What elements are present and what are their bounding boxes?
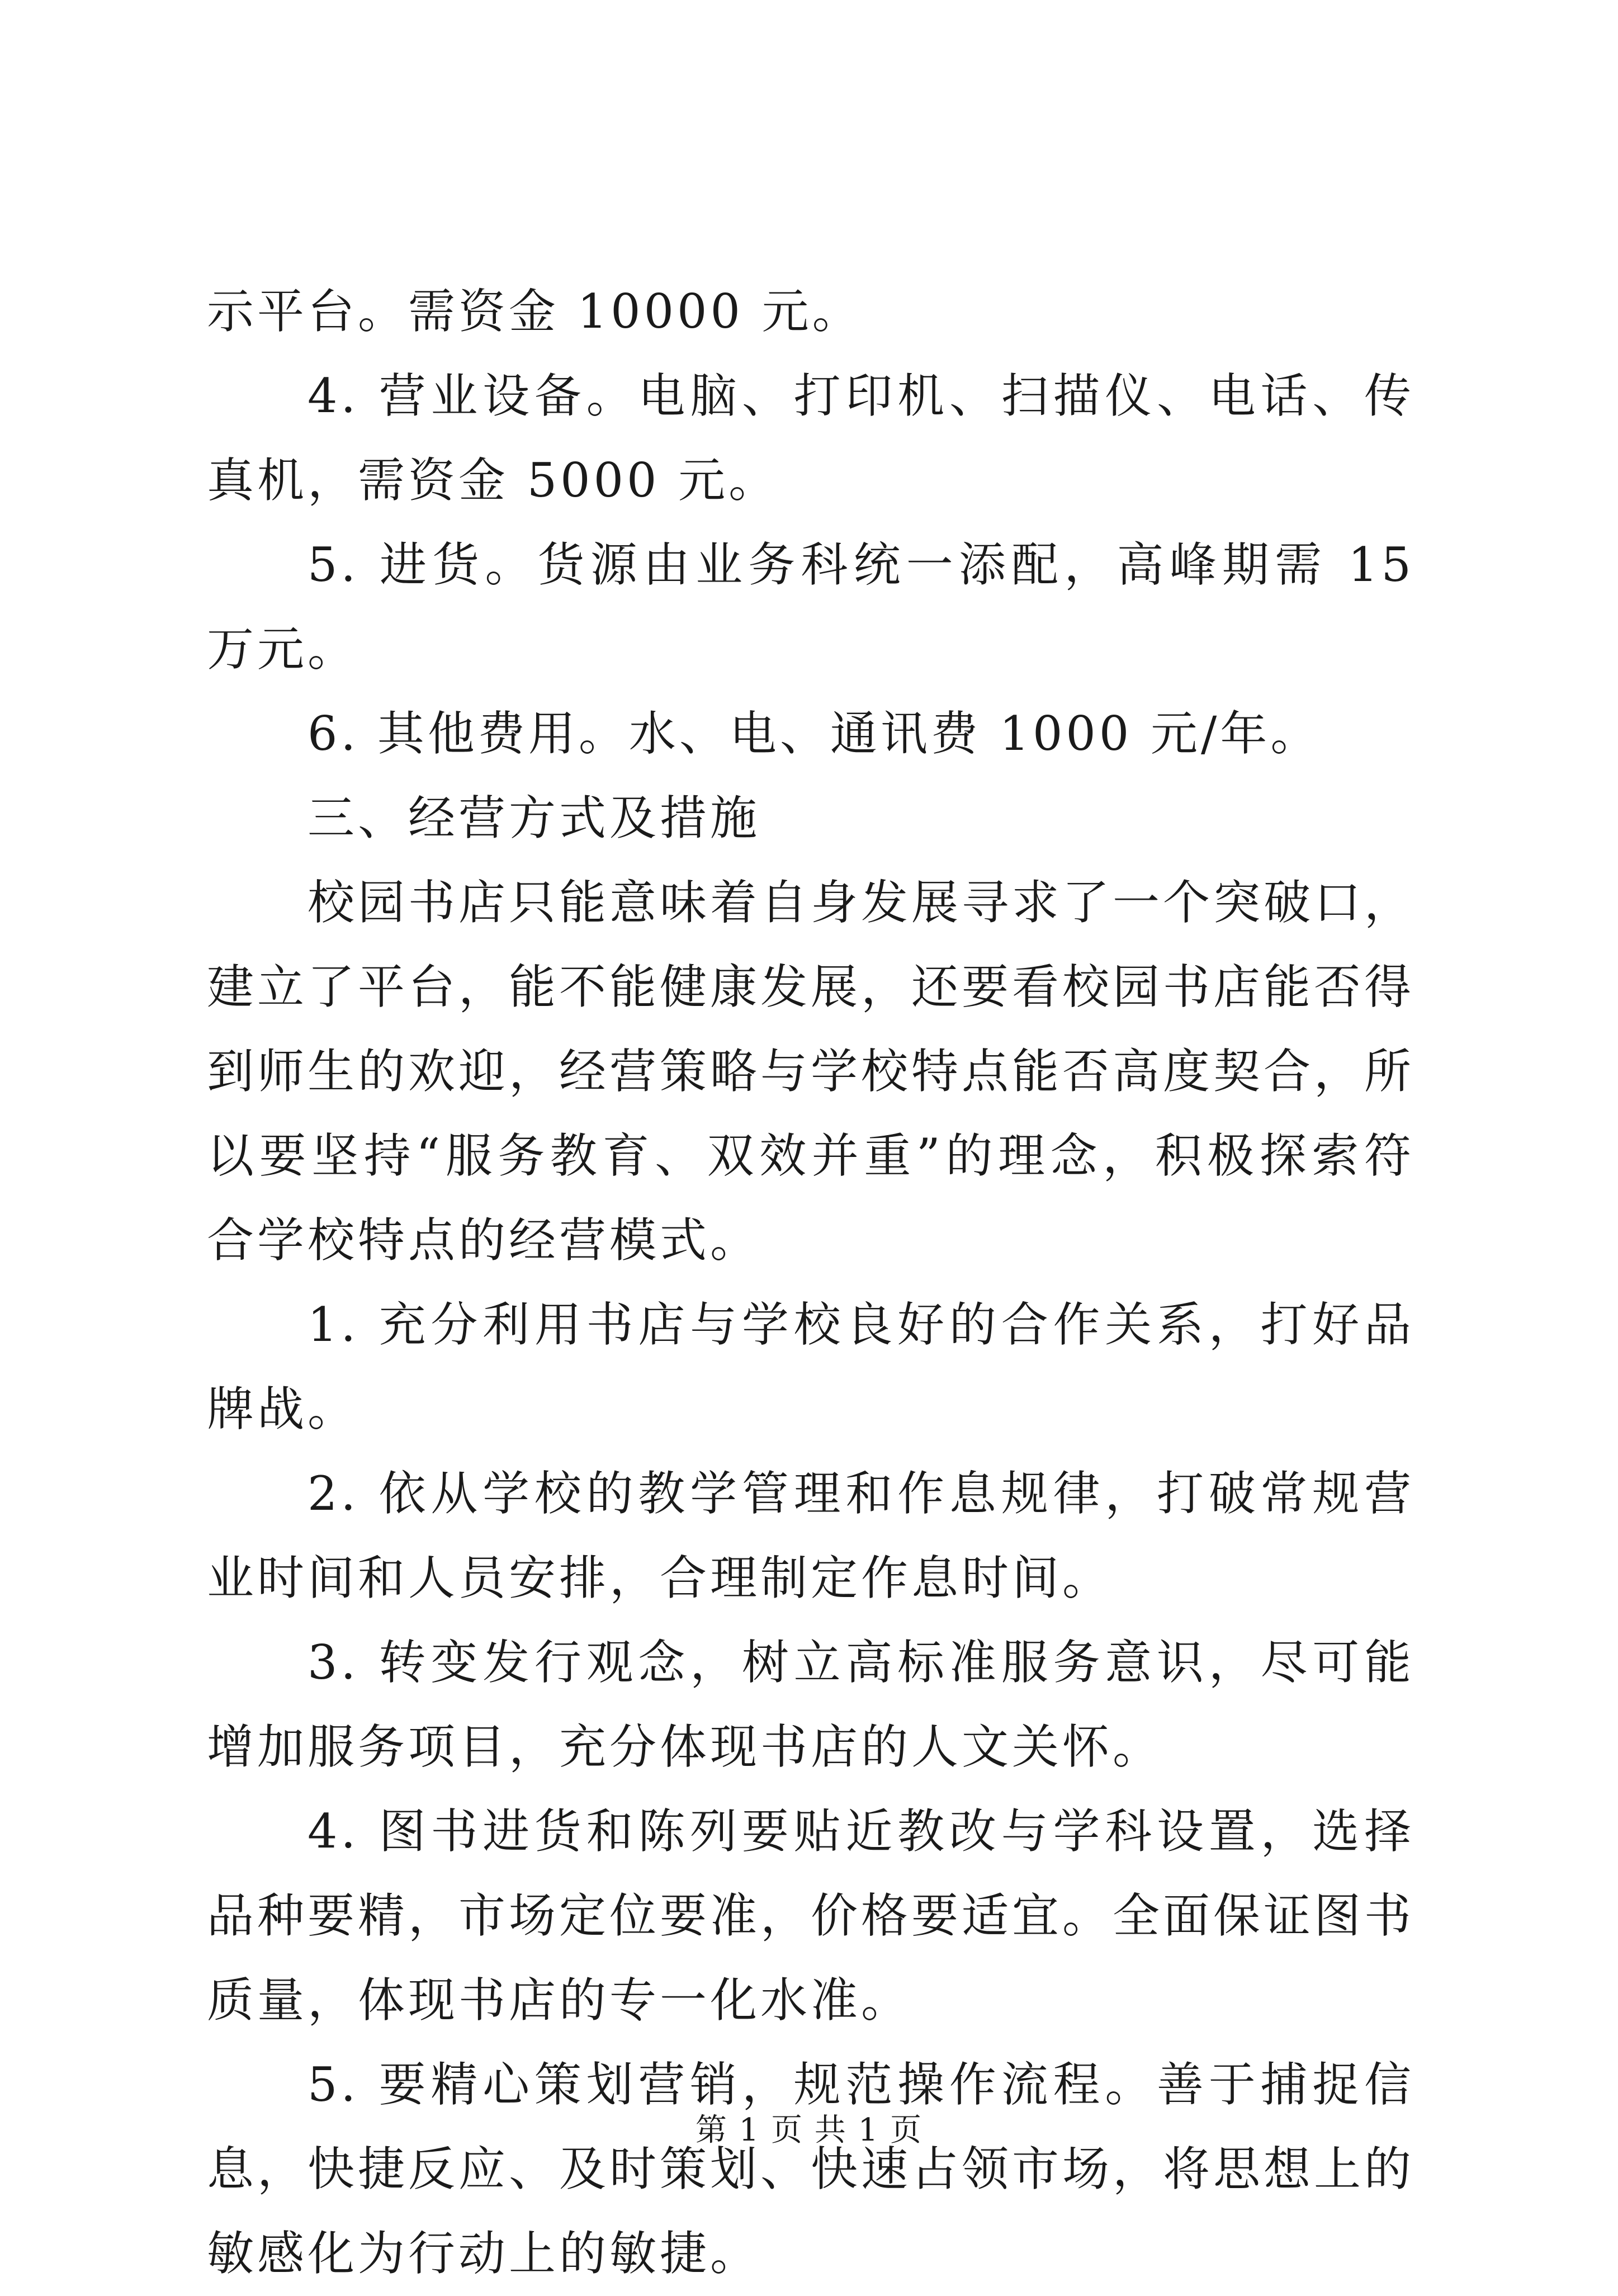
section-heading: 三、经营方式及措施 xyxy=(307,791,761,845)
paragraph: 示平台。需资金 10000 元。 xyxy=(207,284,863,339)
paragraph: 1. 充分利用书店与学校良好的合作关系，打好品牌战。 xyxy=(207,1297,1414,1437)
page-footer: 第 1 页 共 1 页 xyxy=(695,2112,923,2148)
paragraph: 校园书店只能意味着自身发展寻求了一个突破口，建立了平台，能不能健康发展，还要看校园书店能否得到师生的欢迎，经营策略与学校特点能否高度契合，所以要坚持“服务教育、双效并重”的理念，积极探索符合学校特点的经营模式。 xyxy=(207,875,1415,1268)
paragraph: 5. 进货。货源由业务科统一添配，高峰期需 15 万元。 xyxy=(207,537,1414,677)
paragraph: 6. 其他费用。水、电、通讯费 1000 元/年。 xyxy=(307,706,1321,761)
paragraph: 5. 要精心策划营销，规范操作流程。善于捕捉信息，快捷反应、及时策划、快速占领市场，将思想上的敏感化为行动上的敏捷。 xyxy=(207,2057,1415,2281)
paragraph: 4. 图书进货和陈列要贴近教改与学科设置，选择品种要精，市场定位要准，价格要适宜。全面保证图书质量，体现书店的专一化水准。 xyxy=(207,1804,1415,2028)
document-body xyxy=(207,270,1414,2296)
paragraph: 4. 营业设备。电脑、打印机、扫描仪、电话、传真机，需资金 5000 元。 xyxy=(207,369,1414,508)
paragraph: 2. 依从学校的教学管理和作息规律，打破常规营业时间和人员安排，合理制定作息时间。 xyxy=(207,1466,1414,1605)
paragraph: 3. 转变发行观念，树立高标准服务意识，尽可能增加服务项目，充分体现书店的人文关怀。 xyxy=(207,1635,1414,1774)
